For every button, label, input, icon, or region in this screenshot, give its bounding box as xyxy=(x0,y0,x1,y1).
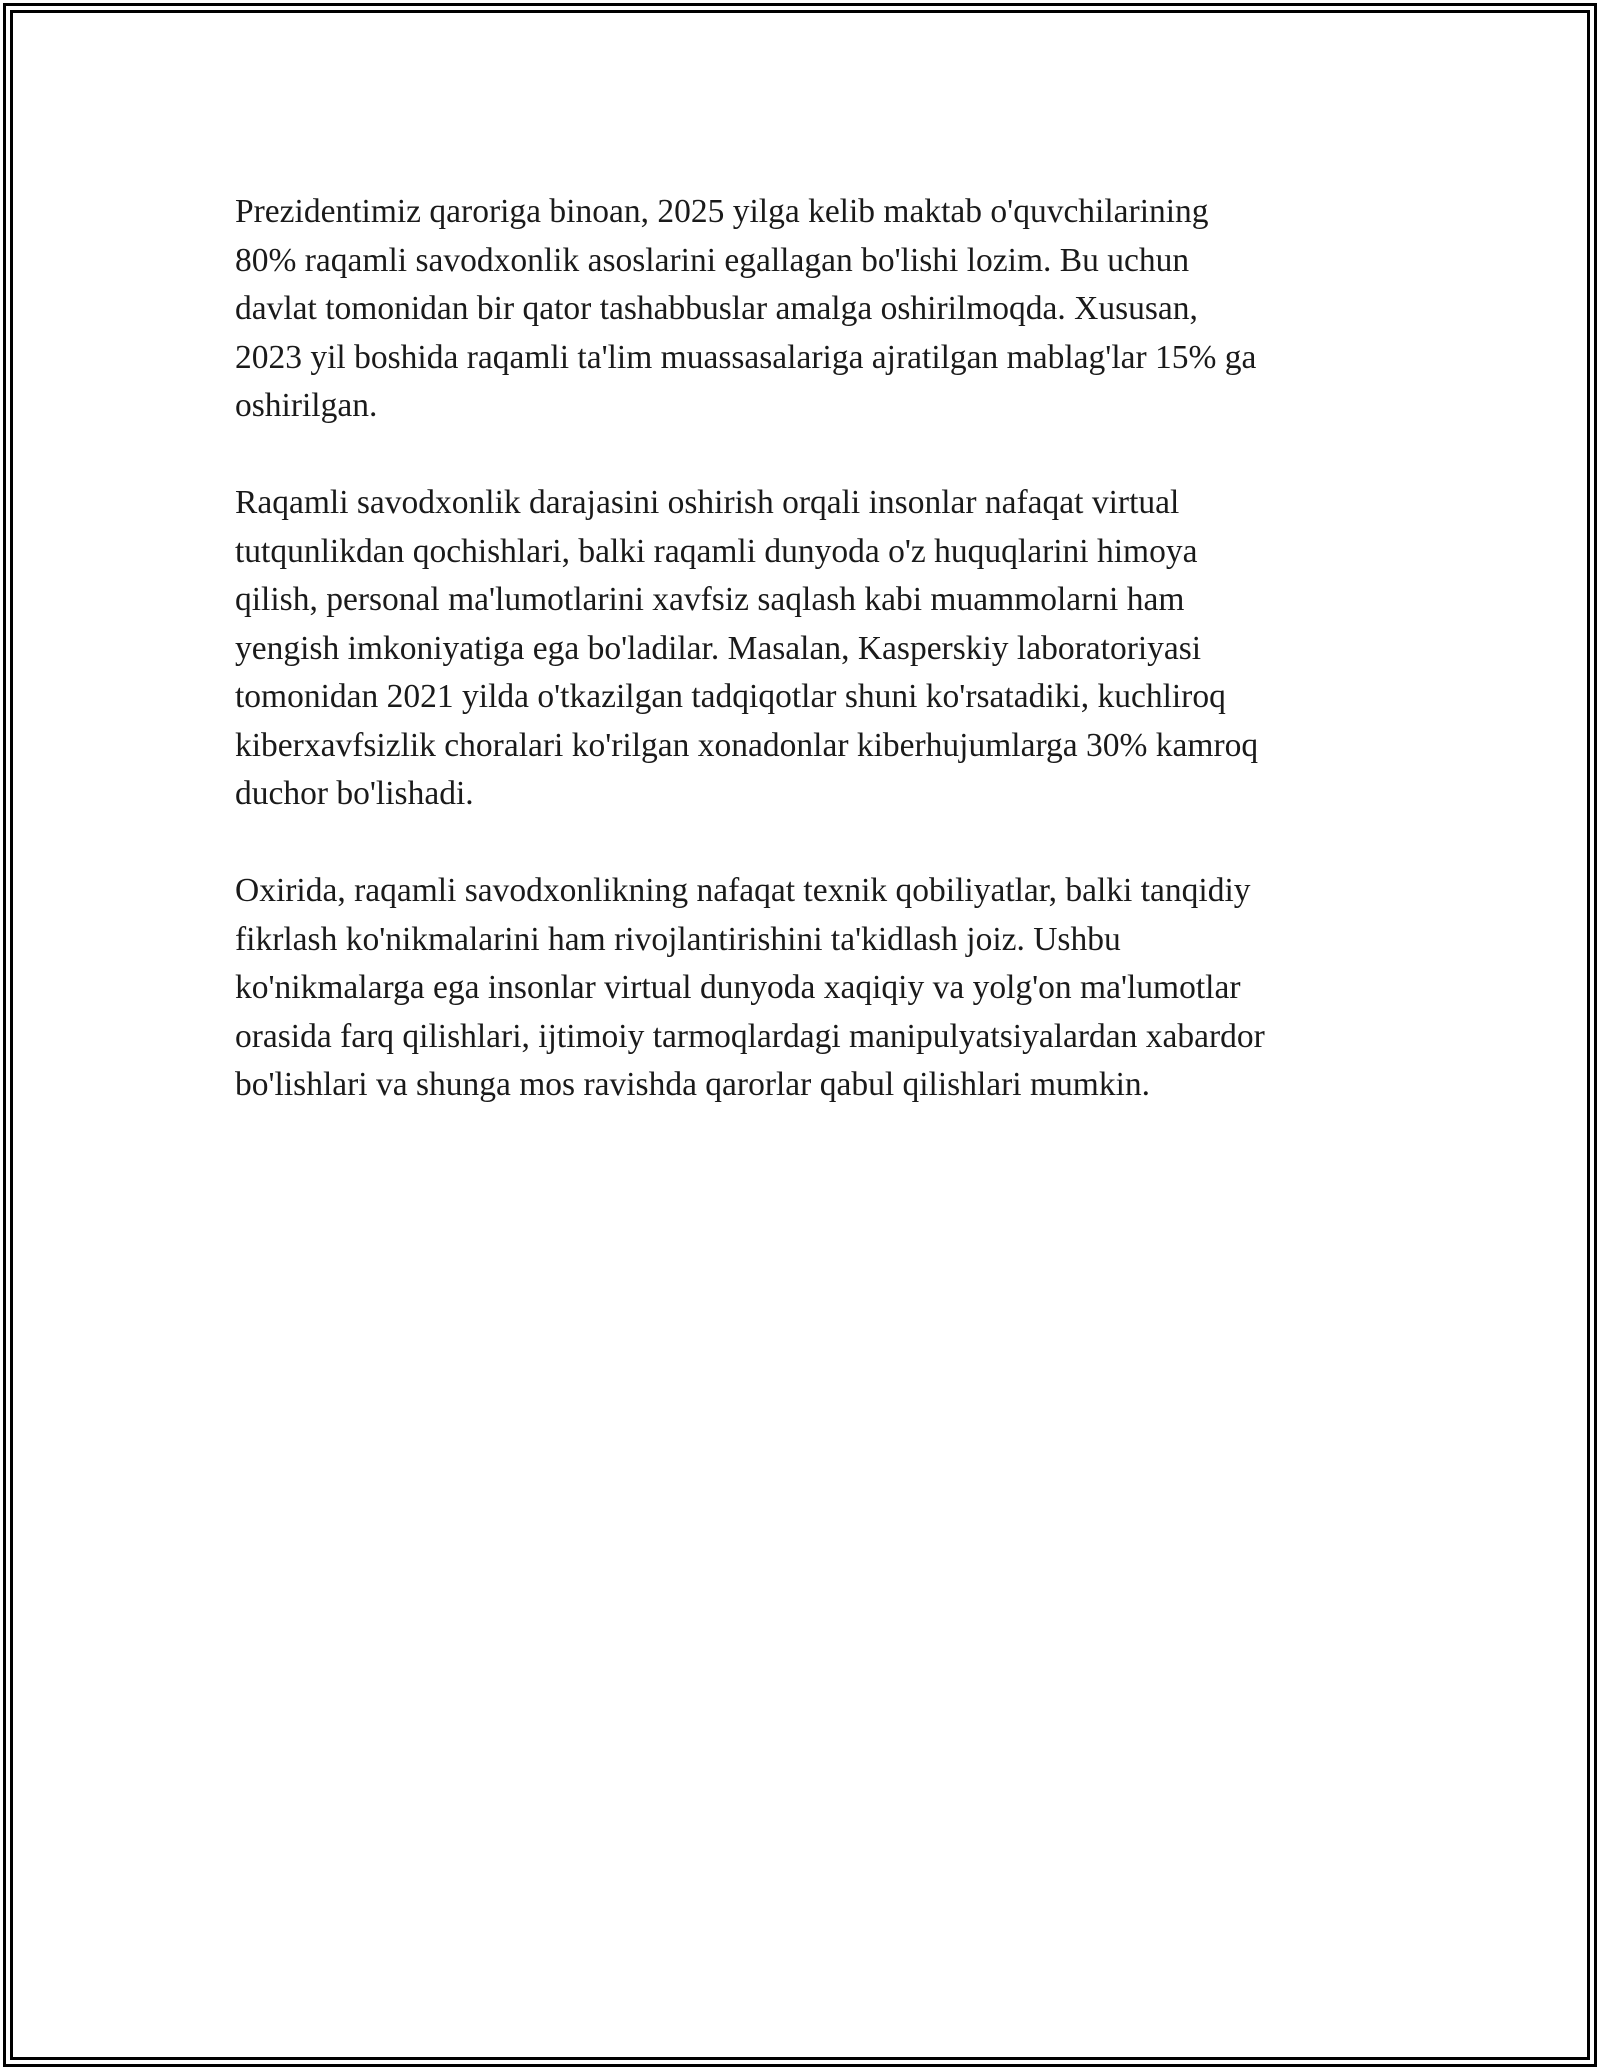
paragraph-2 xyxy=(235,479,1380,819)
paragraph-1 xyxy=(235,188,1380,431)
text-line: fikrlash ko'nikmalarini ham rivojlantirishini ta'kidlash joiz. Ushbu xyxy=(235,920,1121,958)
text-line: yengish imkoniyatiga ega bo'ladilar. Masalan, Kasperskiy laboratoriyasi xyxy=(235,629,1202,667)
text-line: davlat tomonidan bir qator tashabbuslar amalga oshirilmoqda. Xususan, xyxy=(235,290,1198,327)
text-line: tomonidan 2021 yilda o'tkazilgan tadqiqotlar shuni ko'rsatadiki, kuchliroq xyxy=(235,678,1226,715)
text-line: tutqunlikdan qochishlari, balki raqamli dunyoda o'z huquqlarini himoya xyxy=(235,532,1198,570)
text-line: Oxirida, raqamli savodxonlikning nafaqat texnik qobiliyatlar, balki tanqidiy xyxy=(235,872,1251,909)
text-line: duchor bo'lishadi. xyxy=(235,775,474,812)
text-line: orasida farq qilishlari, ijtimoiy tarmoqlardagi manipulyatsiyalardan xabardor xyxy=(235,1017,1265,1055)
text-line: 80% raqamli savodxonlik asoslarini egallagan bo'lishi lozim. Bu uchun xyxy=(235,241,1190,279)
text-line: ko'nikmalarga ega insonlar virtual dunyoda xaqiqiy va yolg'on ma'lumotlar xyxy=(235,969,1241,1006)
document-body xyxy=(235,188,1380,1158)
paragraph-3 xyxy=(235,867,1380,1110)
text-line: Prezidentimiz qaroriga binoan, 2025 yilga kelib maktab o'quvchilarining xyxy=(235,193,1209,230)
text-line: 2023 yil boshida raqamli ta'lim muassasalariga ajratilgan mablag'lar 15% ga xyxy=(235,338,1257,376)
text-line: bo'lishlari va shunga mos ravishda qarorlar qabul qilishlari mumkin. xyxy=(235,1066,1151,1103)
text-line: kiberxavfsizlik choralari ko'rilgan xonadonlar kiberhujumlarga 30% kamroq xyxy=(235,726,1259,764)
text-line: oshirilgan. xyxy=(235,387,378,424)
text-line: qilish, personal ma'lumotlarini xavfsiz saqlash kabi muammolarni ham xyxy=(235,581,1185,618)
text-line: Raqamli savodxonlik darajasini oshirish orqali insonlar nafaqat virtual xyxy=(235,484,1180,521)
